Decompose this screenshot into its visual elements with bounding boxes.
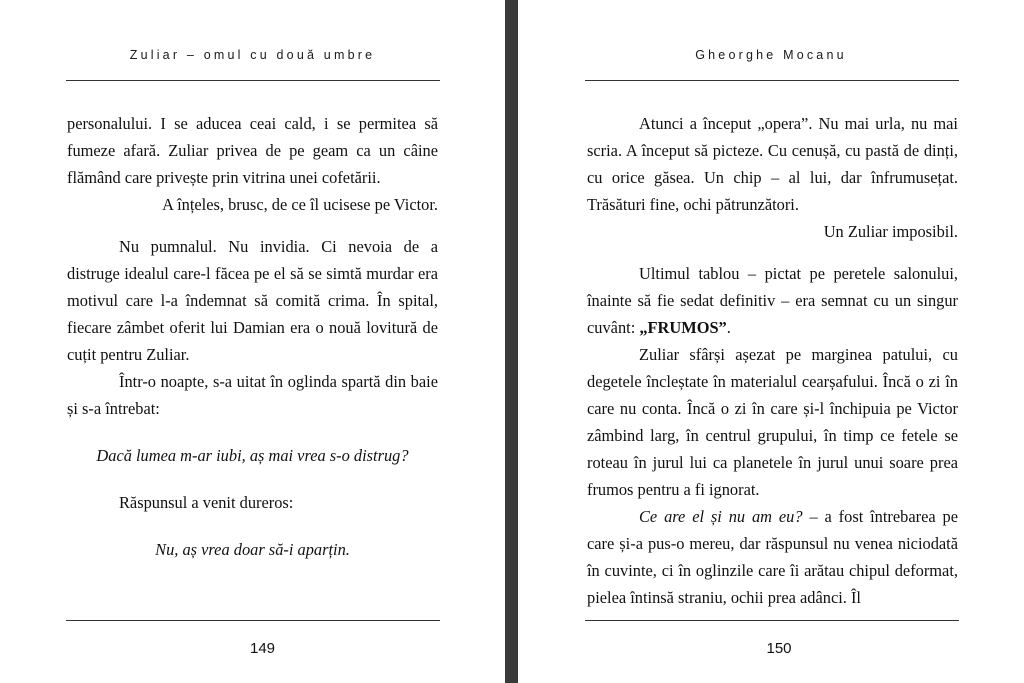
header-rule-right bbox=[585, 80, 959, 81]
left-page bbox=[0, 0, 505, 683]
paragraph: Nu pumnalul. Nu invidia. Ci nevoia de a distruge idealul care-l făcea pe el să se simtă murdar era motivul care l-a îndemnat să comită crima. În spital, fiecare zâmbet oferit lui Damian era o nouă lovitură de cuțit pentru Zuliar. bbox=[67, 237, 438, 364]
page-number-right: 150 bbox=[766, 640, 792, 657]
book-spine bbox=[505, 0, 518, 683]
italic-question: Dacă lumea m-ar iubi, aș mai vrea s-o distrug? bbox=[96, 446, 409, 465]
paragraph: Într-o noapte, s-a uitat în oglinda spartă din baie și s-a întrebat: bbox=[67, 372, 438, 418]
text-run: Ultimul tablou – pictat pe peretele salonului, înainte să fie sedat definitiv – era semnat cu un singur cuvânt: bbox=[587, 264, 958, 337]
header-rule-left bbox=[66, 80, 440, 81]
paragraph: Un Zuliar imposibil. bbox=[823, 222, 958, 241]
paragraph bbox=[587, 503, 958, 611]
running-header-left: Zuliar – omul cu două umbre bbox=[129, 48, 376, 62]
left-page-body bbox=[67, 110, 438, 563]
paragraph: Răspunsul a venit dureros: bbox=[119, 493, 294, 512]
paragraph: Atunci a început „opera”. Nu mai urla, nu mai scria. A început să picteze. Cu cenușă, cu pastă de dinți, cu orice găsea. Un chip – al lui, dar înfrumusețat. Trăsături fine, ochi pătrunzători. bbox=[587, 114, 958, 214]
paragraph bbox=[587, 260, 958, 341]
right-page bbox=[518, 0, 1024, 683]
text-run: – a fost întrebarea pe care și-a pus-o mereu, dar răspunsul nu venea niciodată în cuvinte, ci în oglinzile care îi arătau chipul deformat, pielea întinsă straniu, ochii prea adânci. Îl bbox=[587, 507, 958, 607]
italic-answer: Nu, aș vrea doar să-i aparțin. bbox=[155, 540, 350, 559]
text-run: . bbox=[726, 318, 731, 337]
right-page-body bbox=[587, 110, 958, 611]
page-number-left: 149 bbox=[249, 640, 276, 657]
paragraph: Zuliar sfârși așezat pe marginea patului, cu degetele încleștate în materialul cearșafului. Încă o zi în care nu conta. Încă o zi în care și-l închipuia pe Victor zâmbind larg, în centrul grupului, în timp ce fetele se roteau în jurul lui ca planetele în jurul unui soare prea frumos pentru a fi ignorat. bbox=[587, 345, 958, 499]
bold-word: „FRUMOS” bbox=[639, 318, 727, 337]
paragraph: personalului. I se aducea ceai cald, i se permitea să fumeze afară. Zuliar privea de pe geam ca un câine flămând care privește prin vitrina unei cofetării. bbox=[67, 114, 438, 187]
running-header-right: Gheorghe Mocanu bbox=[695, 48, 847, 62]
italic-question: Ce are el și nu am eu? bbox=[639, 507, 803, 526]
footer-rule-left bbox=[66, 620, 440, 621]
paragraph: A înțeles, brusc, de ce îl ucisese pe Victor. bbox=[162, 195, 438, 214]
footer-rule-right bbox=[585, 620, 959, 621]
